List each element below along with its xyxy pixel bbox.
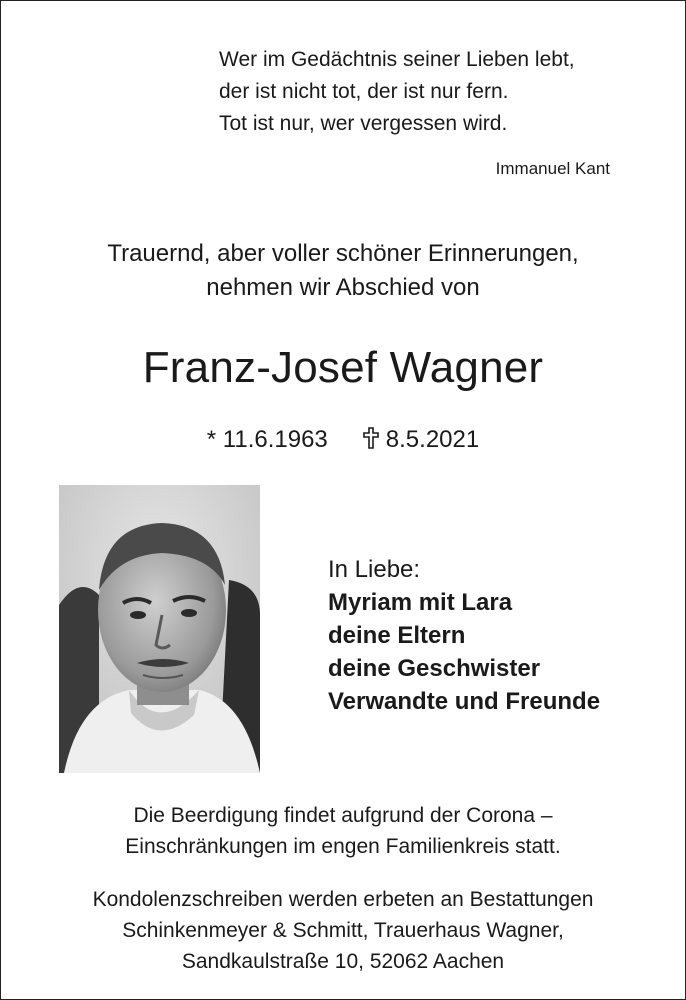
portrait-illustration	[59, 485, 260, 773]
condolence-contact	[0, 884, 686, 977]
latin-cross-icon	[362, 427, 380, 449]
contact-line: Sandkaulstraße 10, 52062 Aachen	[181, 950, 505, 973]
intro-line: nehmen wir Abschied von	[206, 274, 480, 301]
mourners-list	[328, 553, 600, 718]
quote-line: der ist nicht tot, der ist nur fern.	[219, 80, 509, 103]
quote-line: Tot ist nur, wer vergessen wird.	[219, 112, 508, 135]
deceased-name: Franz-Josef Wagner	[142, 343, 544, 392]
birth-date: * 11.6.1963	[206, 426, 328, 453]
mourner-name: deine Geschwister	[328, 655, 541, 682]
life-dates	[0, 424, 686, 456]
portrait-photo	[59, 485, 260, 773]
death-date: 8.5.2021	[385, 426, 480, 453]
notice-line: Die Beerdigung findet aufgrund der Corona –	[133, 804, 553, 827]
notice-line: Einschränkungen im engen Familienkreis statt.	[125, 835, 561, 858]
contact-line: Schinkenmeyer & Schmitt, Trauerhaus Wagner,	[122, 919, 564, 942]
mourner-name: Verwandte und Freunde	[328, 688, 601, 715]
mourner-name: deine Eltern	[328, 622, 466, 649]
intro-line: Trauernd, aber voller schöner Erinnerungen,	[107, 240, 579, 267]
funeral-notice	[0, 800, 686, 862]
quote-line: Wer im Gedächtnis seiner Lieben lebt,	[219, 48, 575, 71]
quote-author: Immanuel Kant	[495, 159, 610, 178]
memorial-quote	[219, 44, 575, 140]
contact-line: Kondolenzschreiben werden erbeten an Bestattungen	[92, 888, 594, 911]
mourner-name: Myriam mit Lara	[328, 589, 513, 616]
mourners-lead: In Liebe:	[328, 556, 421, 583]
intro-text	[0, 237, 686, 305]
